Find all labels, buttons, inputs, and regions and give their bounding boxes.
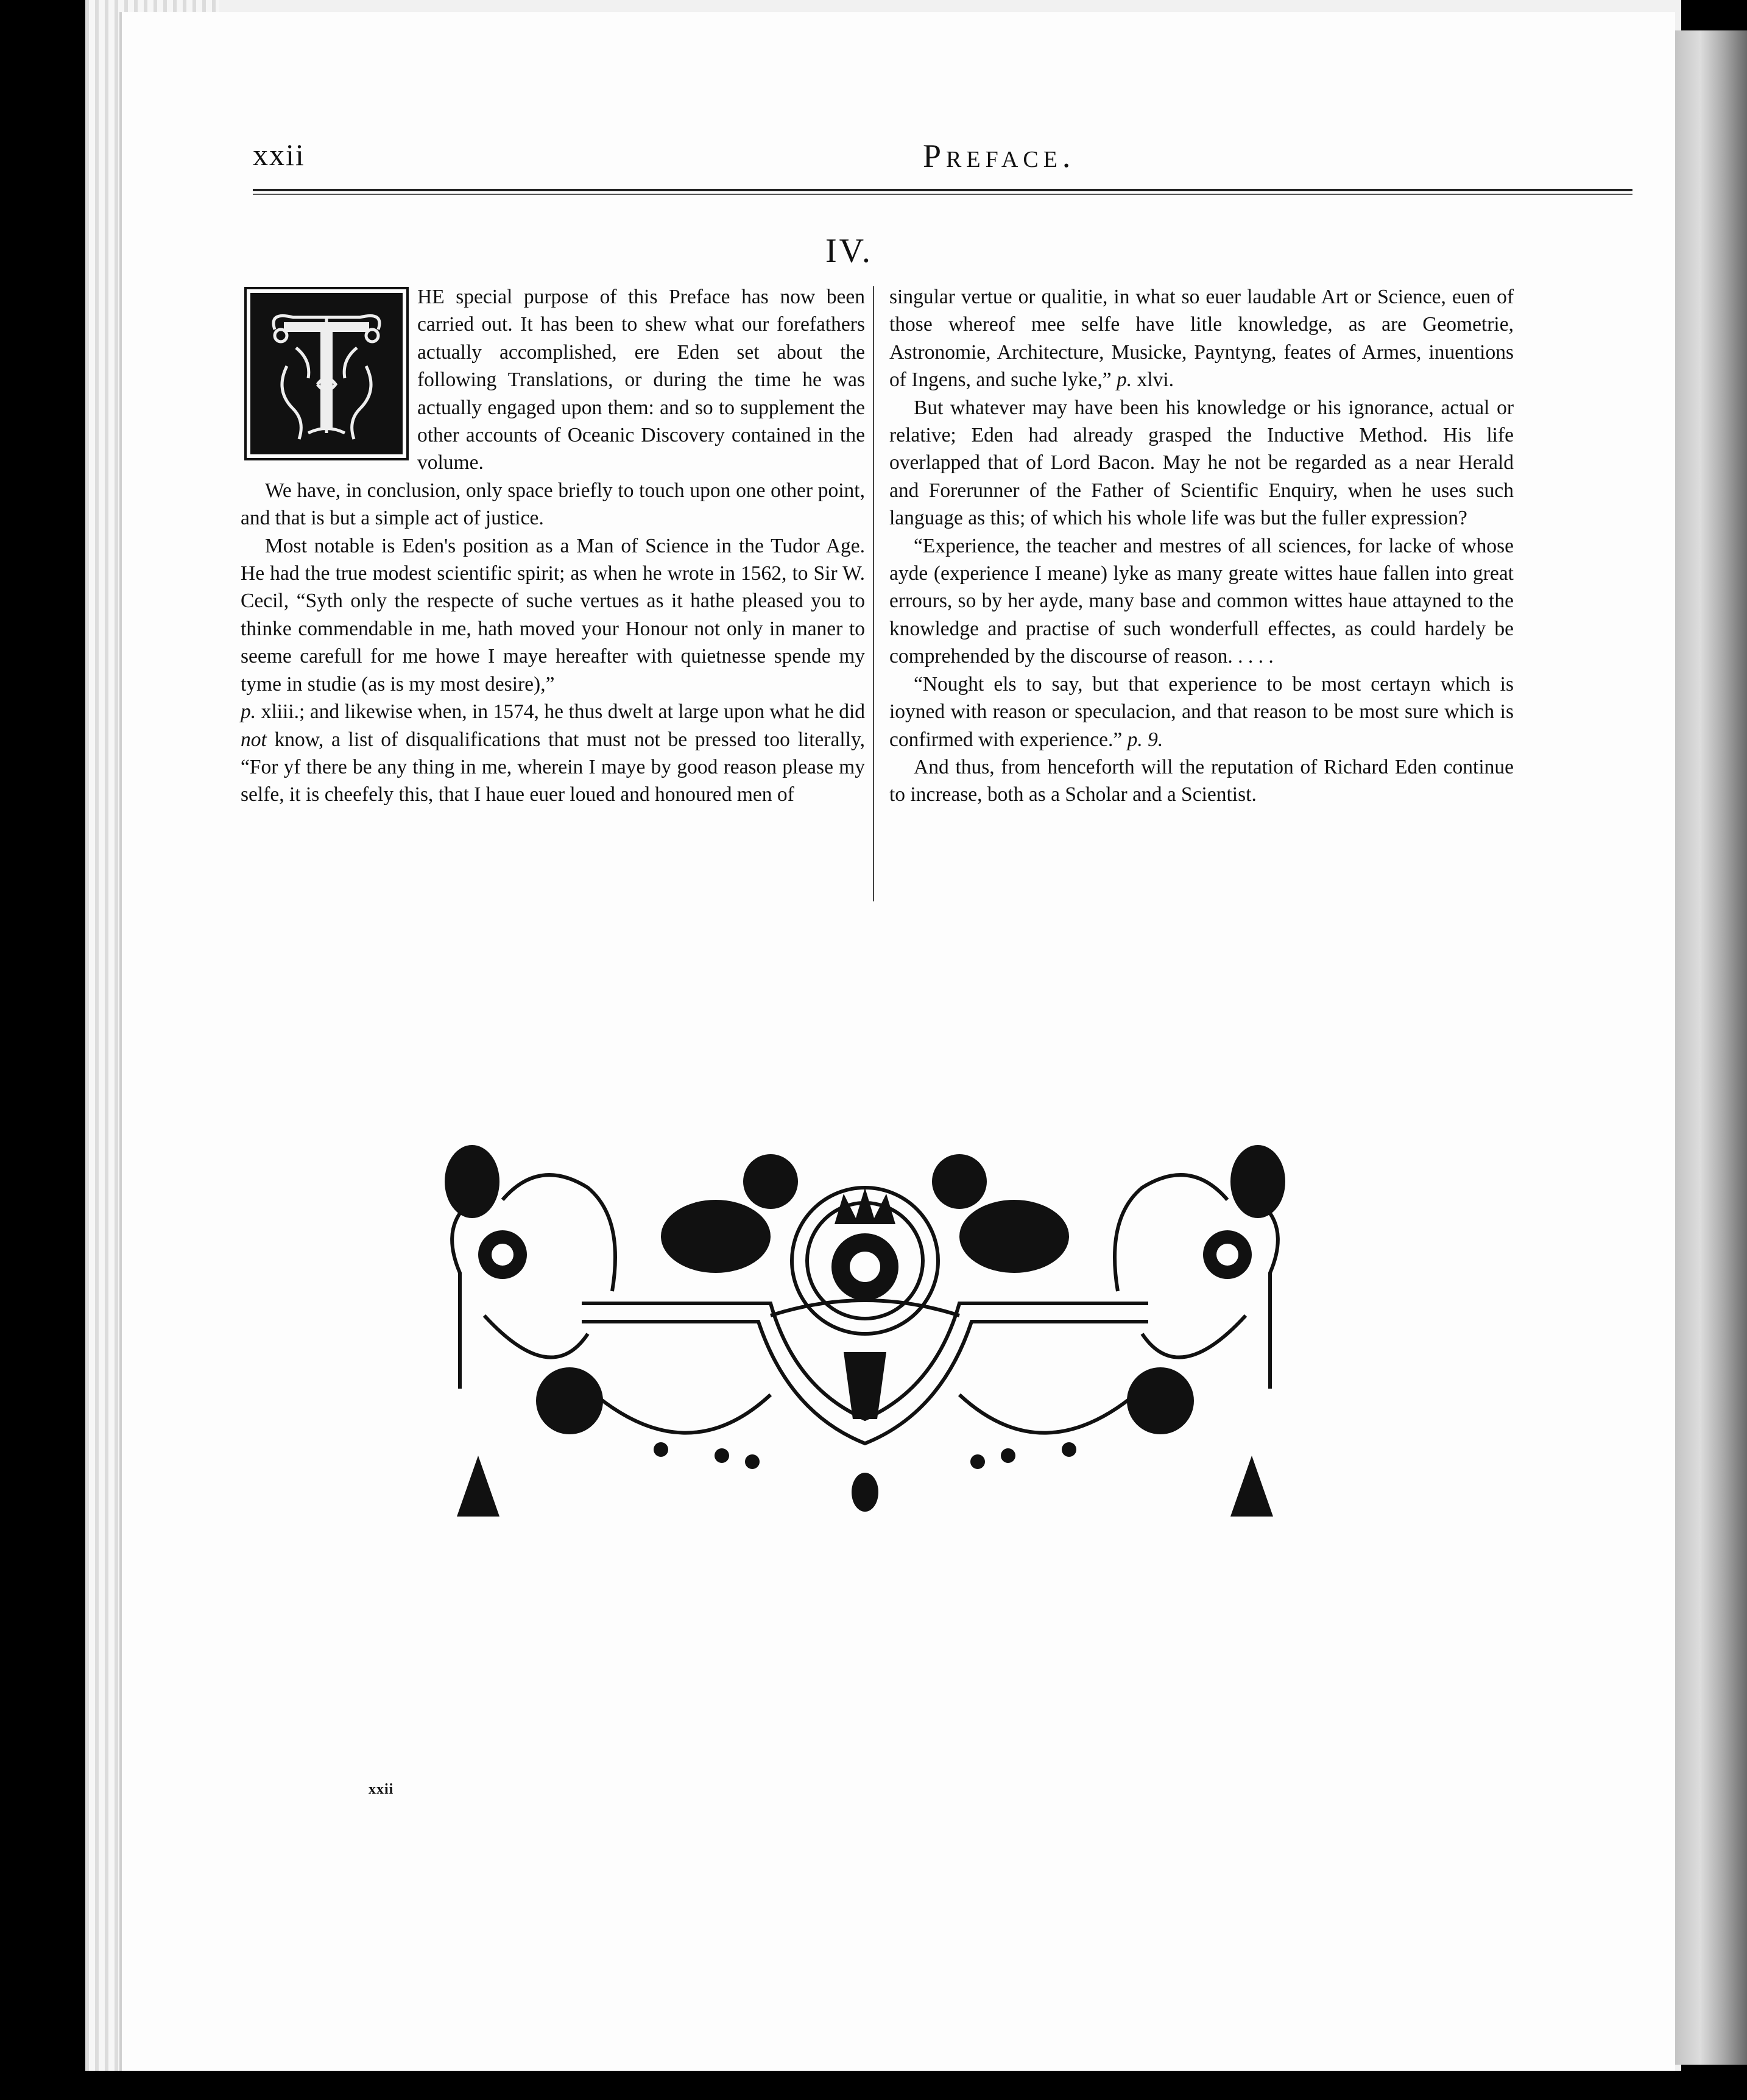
paragraph-inductive: But whatever may have been his knowledge or his ignorance, actual or relative; Eden had already grasped the Inductive Method. His life overlapped that of Lord Bacon. May he not be regarded as a near Herald and Forerunner of the Father of Scientific Enquiry, when he uses such language as this; of which his whole life was but the fuller expression? xyxy=(889,396,1514,530)
page-ref-number: xlvi. xyxy=(1132,368,1174,392)
page-number-bottom: xxii xyxy=(369,1781,394,1797)
quotation-experience: “Experience, the teacher and mestres of all sciences, for lacke of whose ayde (experience I meane) lyke as many greate wittes haue fallen into great errours, so by her ayde, many base and common wittes haue attayned to the knowledge and practise of such wonderfull effectes, as could hardely be comprehended by the discourse of reason. . . . . xyxy=(889,534,1514,668)
paragraph-1-text: HE special purpose of this Preface has now been carried out. It has been to shew what our forefathers actually accomplished, ere Eden set about the following Translations, or during the time he was actually engaged upon them: and so to supplement the other accounts of Oceanic Discovery contained in the volume. xyxy=(417,286,865,474)
paragraph-1 xyxy=(241,283,865,477)
page-number-top: xxii xyxy=(253,138,305,172)
header-rule xyxy=(253,189,1632,191)
quotation-reason xyxy=(889,671,1514,753)
right-column xyxy=(889,283,1514,809)
book-right-edge xyxy=(1669,30,1747,2065)
paragraph-3-text-b: xliii.; and likewise when, in 1574, he thus dwelt at large upon what he did xyxy=(256,700,865,724)
page-ref: p. 9. xyxy=(1127,728,1163,751)
running-title: Preface. xyxy=(923,138,1076,174)
section-number: IV. xyxy=(825,232,873,270)
paragraph-continued xyxy=(889,283,1514,394)
paragraph-3 xyxy=(241,532,865,809)
continued-text: singular vertue or qualitie, in what so euer laudable Art or Science, euen of those whereof mee selfe have litle knowledge, as are Geometrie, Astronomie, Architecture, Musicke, Payntyng, feates of Armes, inuentions of Ingens, and suche lyke,” xyxy=(889,286,1514,392)
paragraph-3-text-a: Most notable is Eden's position as a Man of Science in the Tudor Age. He had the true modest scientific spirit; as when he wrote in 1562, to Sir W. Cecil, “Syth only the respecte of suche vertues as it hathe pleased you to thinke commendable in me, hath moved your Honour not only in maner to seeme carefull for me howe I maye hereafter with quietnesse spende my tyme in studie (as is my most desire),” xyxy=(241,534,865,696)
column-divider xyxy=(873,286,874,901)
quotation-reason-text: “Nought els to say, but that experience to be most certayn which is ioyned with reason or speculacion, and that reason to be most sure which is confirmed with experience.” xyxy=(889,672,1514,751)
page-ref: p. xyxy=(1117,368,1132,392)
left-column xyxy=(241,283,865,809)
header-rule-thin xyxy=(253,194,1632,195)
paragraph-2: We have, in conclusion, only space briefly to touch upon one other point, and that is but a simple act of justice. xyxy=(241,479,865,530)
page-ref: p. xyxy=(241,700,256,724)
emphasis-not: not xyxy=(241,728,267,751)
tudor-rose-crown-cherubs-ornament-icon xyxy=(429,1133,1301,1529)
ornamental-initial-t-icon xyxy=(244,287,409,460)
paragraph-3-text-c: know, a list of disqualifications that must not be pressed too literally, “For yf there be any thing in me, wherein I maye by good reason please my selfe, it is cheefely this, that I haue euer loued and honoured men of xyxy=(241,728,865,806)
paragraph-conclusion: And thus, from henceforth will the reputation of Richard Eden continue to increase, both as a Scholar and a Scientist. xyxy=(889,755,1514,806)
running-head xyxy=(253,137,1629,186)
